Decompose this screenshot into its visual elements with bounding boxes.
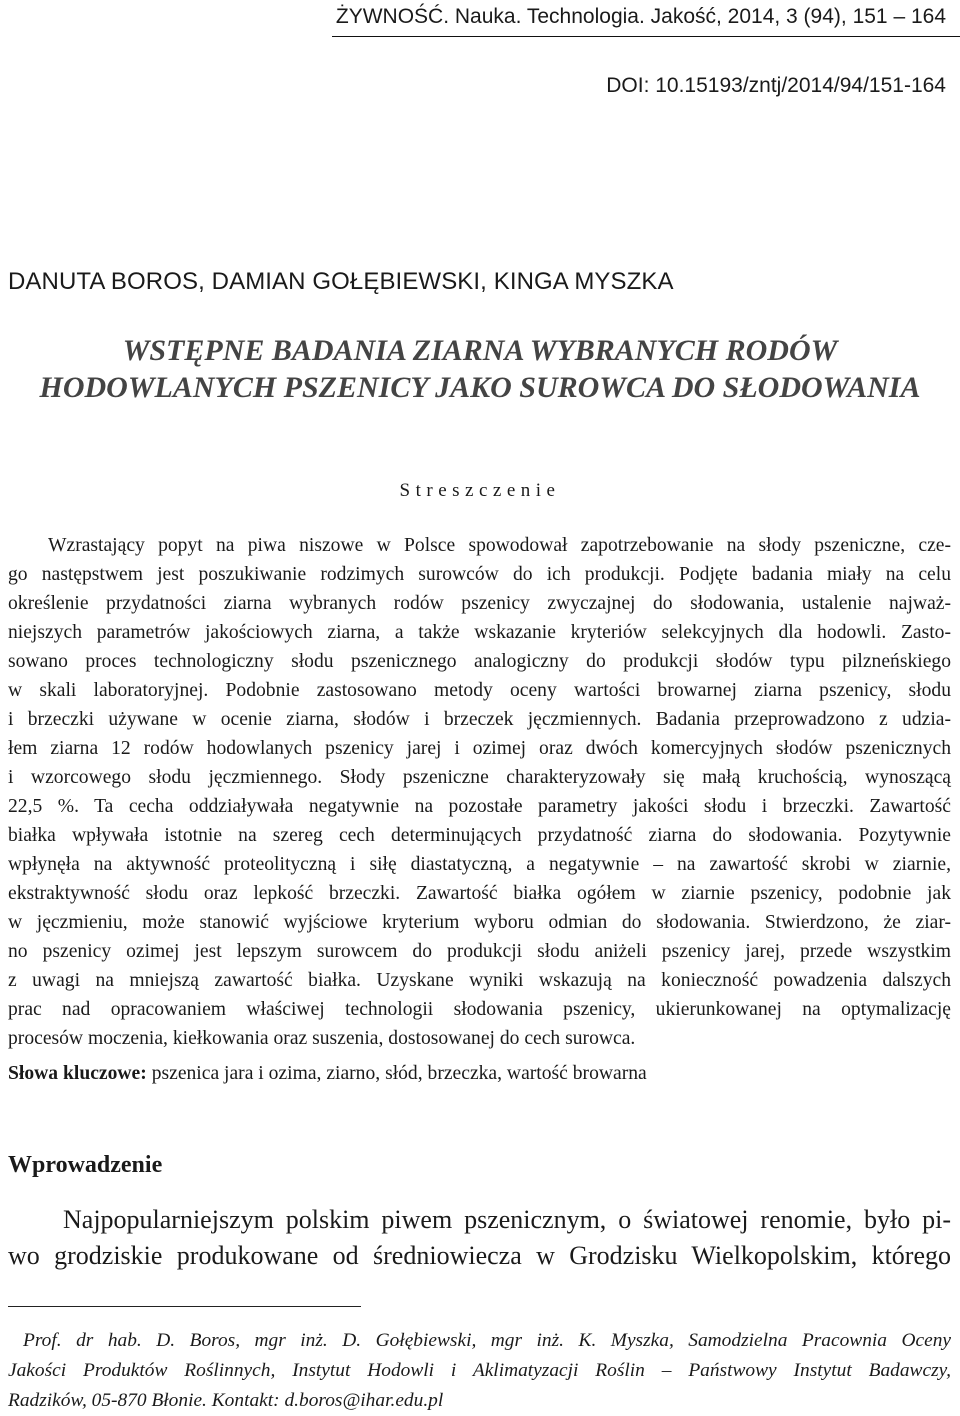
footnote-line: Radzików, 05-870 Błonie. Kontakt: d.boros@ihar.edu.pl bbox=[8, 1390, 444, 1411]
abstract-body bbox=[8, 531, 951, 1053]
introduction-body bbox=[8, 1202, 951, 1274]
abstract-line: łem ziarna 12 rodów hodowlanych pszenicy jarej i ozimej oraz dwóch komercyjnych słodów pszenicznych bbox=[8, 738, 951, 759]
abstract-line: białka wpływała istotnie na szereg cech determinujących przydatność ziarna do słodowania. Pozytywnie bbox=[8, 825, 951, 846]
footnote-line: Jakości Produktów Roślinnych, Instytut Hodowli i Aklimatyzacji Roślin – Państwowy Instytut Badawczy, bbox=[8, 1360, 951, 1381]
journal-reference: ŻYWNOŚĆ. Nauka. Technologia. Jakość, 2014, 3 (94), 151 – 164 bbox=[335, 5, 946, 28]
abstract-line: wpłynęła na aktywność proteolityczną i siłę diastatyczną, a negatywnie – na zawartość skrobi w ziarnie, bbox=[8, 854, 951, 875]
abstract-line: z uwagi na mniejszą zawartość białka. Uzyskane wyniki wskazują na konieczność powadzenia dalszych bbox=[8, 970, 951, 991]
footnote-line: Prof. dr hab. D. Boros, mgr inż. D. Gołębiewski, mgr inż. K. Myszka, Samodzielna Pracownia Oceny bbox=[23, 1330, 951, 1351]
abstract-line: procesów moczenia, kiełkowania oraz suszenia, dostosowanej do cech surowca. bbox=[8, 1028, 636, 1049]
abstract-line: prac nad opracowaniem właściwej technologii słodowania pszenicy, ukierunkowanej na optymalizację bbox=[8, 999, 951, 1020]
keywords-label: Słowa kluczowe: bbox=[8, 1063, 147, 1084]
abstract-line: niejszych parametrów jakościowych ziarna, a także wskazanie kryteriów selekcyjnych dla hodowli. Zasto- bbox=[8, 622, 951, 643]
journal-header bbox=[0, 0, 960, 28]
abstract-line: w jęczmieniu, może stanowić wyjściowe kryterium wyboru odmian do słodowania. Stwierdzono, że ziar- bbox=[8, 912, 951, 933]
abstract-line: no pszenicy ozimej jest lepszym surowcem do produkcji słodu aniżeli pszenicy jarej, przede wszystkim bbox=[8, 941, 951, 962]
abstract-line: sowano proces technologiczny słodu pszenicznego analogiczny do produkcji słodów typu pilzneńskiego bbox=[8, 651, 951, 672]
abstract-line: i brzeczki używane w ocenie ziarna, słodów i brzeczek jęczmiennych. Badania przeprowadzono z udzia- bbox=[8, 709, 951, 730]
footnote-rule bbox=[8, 1306, 361, 1307]
abstract-line: w skali laboratoryjnej. Podobnie zastosowano metody oceny wartości browarnej ziarna pszenicy, słodu bbox=[8, 680, 951, 701]
header-rule bbox=[332, 36, 960, 37]
abstract-heading: Streszczenie bbox=[399, 480, 561, 501]
author-affiliation-footnote bbox=[8, 1326, 951, 1416]
keywords bbox=[8, 1063, 647, 1085]
introduction-line: wo grodziskie produkowane od średniowiecza w Grodzisku Wielkopolskim, którego bbox=[8, 1241, 951, 1270]
abstract-line: i wzorcowego słodu jęczmiennego. Słody pszeniczne charakteryzowały się małą kruchością, wynoszącą bbox=[8, 767, 951, 788]
abstract-line: ekstraktywność słodu oraz lepkość brzeczki. Zawartość białka ogółem w ziarnie pszenicy, podobnie jak bbox=[8, 883, 951, 904]
abstract-line: go następstwem jest poszukiwanie rodzimych surowców do ich produkcji. Podjęte badania miały na celu bbox=[8, 564, 951, 585]
doi-line: DOI: 10.15193/zntj/2014/94/151-164 bbox=[606, 74, 946, 97]
keywords-value: pszenica jara i ozima, ziarno, słód, brzeczka, wartość browarna bbox=[146, 1063, 647, 1084]
section-heading-introduction: Wprowadzenie bbox=[8, 1152, 163, 1178]
article-title bbox=[0, 332, 960, 406]
abstract-line: określenie przydatności ziarna wybranych rodów pszenicy zwyczajnej do słodowania, ustalenie najważ- bbox=[8, 593, 951, 614]
article-authors: DANUTA BOROS, DAMIAN GOŁĘBIEWSKI, KINGA MYSZKA bbox=[8, 268, 674, 295]
abstract-line: 22,5 %. Ta cecha oddziaływała negatywnie na pozostałe parametry jakości słodu i brzeczki. Zawartość bbox=[8, 796, 951, 817]
title-line: WSTĘPNE BADANIA ZIARNA WYBRANYCH RODÓW bbox=[122, 334, 838, 367]
abstract-line: Wzrastający popyt na piwa niszowe w Polsce spowodował zapotrzebowanie na słody pszeniczne, cze- bbox=[48, 535, 951, 556]
title-line: HODOWLANYCH PSZENICY JAKO SUROWCA DO SŁODOWANIA bbox=[39, 371, 921, 404]
introduction-line: Najpopularniejszym polskim piwem pszenicznym, o światowej renomie, było pi- bbox=[63, 1205, 951, 1234]
